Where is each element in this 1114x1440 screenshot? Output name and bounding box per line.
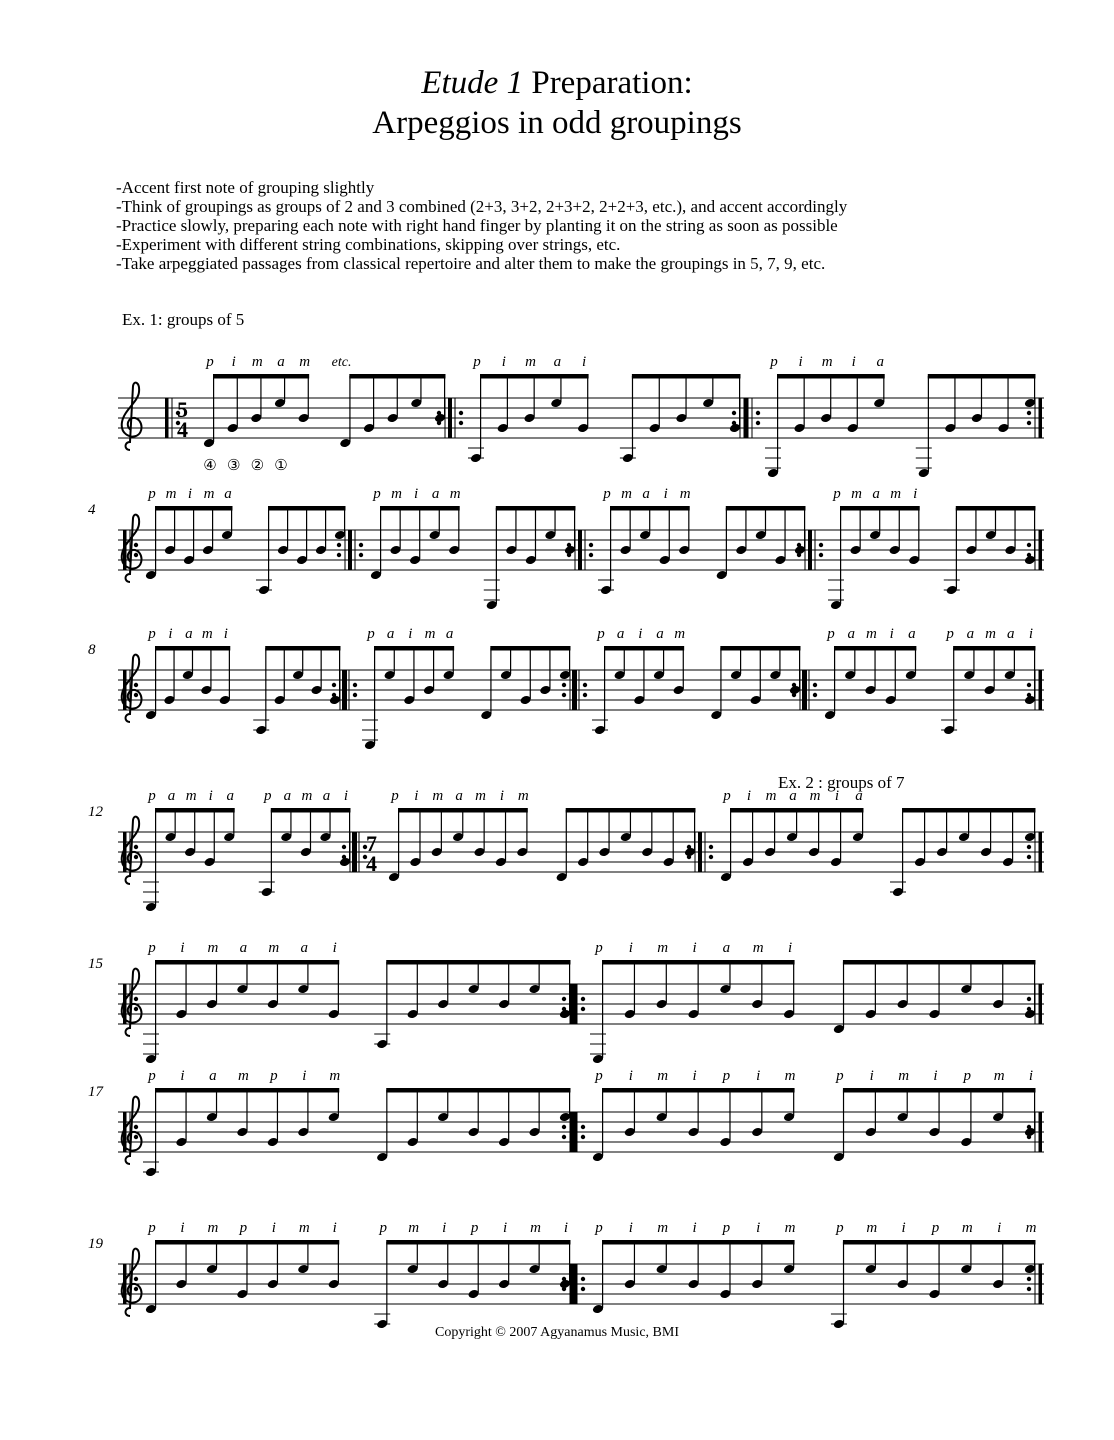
fingering-label: m bbox=[890, 486, 902, 502]
title-rest: Preparation: bbox=[523, 65, 693, 101]
fingering-label: m bbox=[449, 486, 461, 502]
fingering-label: p bbox=[206, 354, 214, 370]
fingering-label: m bbox=[752, 940, 764, 956]
repeat-dot bbox=[562, 997, 566, 1001]
fingering-label: m bbox=[299, 354, 311, 370]
time-signature-den: 4 bbox=[366, 851, 377, 876]
fingering-label: i bbox=[692, 1220, 697, 1236]
string-number: ② bbox=[250, 456, 265, 474]
beam bbox=[602, 1088, 795, 1093]
fingering-label: m bbox=[765, 788, 777, 804]
fingering-label: a bbox=[167, 788, 176, 804]
fingering-label: p bbox=[148, 626, 156, 642]
thick-barline bbox=[448, 398, 452, 438]
repeat-dot bbox=[732, 411, 736, 415]
repeat-dot bbox=[583, 693, 587, 697]
example-label: Ex. 2 : groups of 7 bbox=[778, 773, 905, 792]
thick-barline bbox=[123, 670, 127, 710]
fingering-label: p bbox=[595, 1220, 603, 1236]
fingering-label: p bbox=[963, 1068, 972, 1084]
fingering-label: p bbox=[148, 1068, 156, 1084]
repeat-dot bbox=[1027, 855, 1031, 859]
beam bbox=[386, 960, 570, 965]
beam bbox=[956, 506, 1036, 511]
repeat-dot bbox=[562, 1135, 566, 1139]
fingering-label: i bbox=[231, 354, 236, 370]
fingering-label: p bbox=[603, 486, 611, 502]
thick-barline bbox=[352, 832, 356, 872]
fingering-label: i bbox=[343, 788, 349, 804]
example-label: Ex. 1: groups of 5 bbox=[122, 310, 245, 329]
repeat-dot bbox=[562, 1125, 566, 1129]
thick-barline bbox=[698, 832, 702, 872]
fingering-label: i bbox=[408, 626, 413, 642]
repeat-dot bbox=[562, 683, 566, 687]
measure-number: 15 bbox=[88, 956, 103, 972]
fingering-label: p bbox=[470, 1220, 479, 1236]
repeat-dot bbox=[1027, 1287, 1031, 1291]
string-number: ④ bbox=[203, 456, 217, 474]
beam bbox=[374, 646, 454, 651]
fingering-etc: etc. bbox=[331, 355, 352, 370]
fingering-label: m bbox=[207, 1220, 219, 1236]
fingering-label: m bbox=[207, 940, 219, 956]
fingering-label: i bbox=[332, 1220, 337, 1236]
fingering-label: i bbox=[180, 1220, 185, 1236]
repeat-dot bbox=[337, 543, 341, 547]
fingering-label: p bbox=[239, 1220, 248, 1236]
beam bbox=[730, 808, 864, 813]
fingering-label: a bbox=[876, 354, 884, 370]
fingering-label: m bbox=[391, 486, 402, 502]
fingering-label: m bbox=[517, 788, 529, 804]
repeat-dot bbox=[1027, 411, 1031, 415]
fingering-label: p bbox=[597, 626, 605, 642]
measure-number: 8 bbox=[88, 642, 96, 658]
repeat-dot bbox=[819, 553, 823, 557]
beam bbox=[480, 374, 589, 379]
repeat-dot bbox=[342, 845, 346, 849]
fingering-label: i bbox=[628, 940, 633, 956]
fingering-label: a bbox=[226, 788, 234, 804]
repeat-dot bbox=[581, 1277, 585, 1281]
treble-clef-icon bbox=[122, 383, 142, 450]
repeat-dot bbox=[709, 855, 713, 859]
repeat-dot bbox=[1027, 845, 1031, 849]
fingering-label: m bbox=[679, 486, 691, 502]
fingering-label: i bbox=[1028, 626, 1034, 642]
repeat-dot bbox=[756, 411, 760, 415]
fingering-label: a bbox=[656, 626, 664, 642]
fingering-label: m bbox=[165, 486, 177, 502]
instruction-item: -Accent first note of grouping slightly bbox=[116, 178, 375, 197]
thick-barline bbox=[572, 670, 576, 710]
beam bbox=[566, 808, 696, 813]
fingering-label: m bbox=[784, 1220, 796, 1236]
thick-barline bbox=[570, 984, 574, 1024]
fingering-label: m bbox=[525, 354, 536, 370]
thick-barline bbox=[123, 832, 127, 872]
beam bbox=[265, 646, 340, 651]
fingering-label: i bbox=[271, 1220, 276, 1236]
beam bbox=[953, 646, 1035, 651]
beam bbox=[928, 374, 1036, 379]
fingering-label: p bbox=[270, 1068, 278, 1084]
fingering-label: m bbox=[201, 626, 213, 642]
measure-number: 19 bbox=[88, 1236, 103, 1252]
fingering-label: m bbox=[898, 1068, 910, 1084]
repeat-dot bbox=[134, 1135, 138, 1139]
repeat-dot bbox=[583, 683, 587, 687]
fingering-label: i bbox=[208, 788, 213, 804]
thick-barline bbox=[808, 530, 812, 570]
instruction-item: -Experiment with different string combinations, skipping over strings, etc. bbox=[116, 235, 621, 254]
repeat-dot bbox=[813, 693, 817, 697]
measure-number: 4 bbox=[88, 502, 96, 518]
fingering-label: i bbox=[901, 1220, 906, 1236]
fingering-label: i bbox=[442, 1220, 447, 1236]
fingering-label: a bbox=[966, 626, 975, 642]
fingering-label: i bbox=[869, 1068, 874, 1084]
fingering-label: m bbox=[475, 788, 486, 804]
fingering-label: m bbox=[424, 626, 436, 642]
beam bbox=[155, 646, 230, 651]
fingering-label: p bbox=[722, 1220, 731, 1236]
beam bbox=[834, 646, 916, 651]
beam bbox=[610, 506, 690, 511]
fingering-label: i bbox=[756, 1068, 761, 1084]
repeat-dot bbox=[1027, 421, 1031, 425]
repeat-dot bbox=[459, 421, 463, 425]
fingering-label: a bbox=[789, 788, 797, 804]
fingering-label: p bbox=[827, 626, 835, 642]
thick-barline bbox=[570, 1264, 574, 1304]
fingering-label: a bbox=[616, 626, 625, 642]
repeat-dot bbox=[709, 845, 713, 849]
beam bbox=[902, 808, 1036, 813]
instruction-item: -Practice slowly, preparing each note with right hand finger by planting it on the string as soon as possible bbox=[116, 216, 838, 235]
fingering-label: a bbox=[445, 626, 454, 642]
beam bbox=[843, 1088, 1036, 1093]
beam bbox=[268, 506, 346, 511]
thick-barline bbox=[578, 530, 582, 570]
page-subtitle: Arpeggios in odd groupings bbox=[372, 105, 742, 141]
beam bbox=[840, 506, 920, 511]
repeat-dot bbox=[589, 553, 593, 557]
beam bbox=[380, 506, 460, 511]
fingering-label: p bbox=[836, 1068, 844, 1084]
repeat-dot bbox=[459, 411, 463, 415]
beam bbox=[398, 808, 528, 813]
beam bbox=[726, 506, 806, 511]
fingering-label: a bbox=[386, 626, 395, 642]
beam bbox=[496, 506, 576, 511]
fingering-label: i bbox=[1028, 1068, 1034, 1084]
fingering-label: m bbox=[657, 940, 669, 956]
fingering-label: m bbox=[674, 626, 686, 642]
thick-barline bbox=[1039, 832, 1043, 872]
fingering-label: i bbox=[692, 940, 697, 956]
thick-barline bbox=[1039, 530, 1043, 570]
fingering-label: i bbox=[499, 788, 505, 804]
fingering-label: m bbox=[530, 1220, 541, 1236]
thick-barline bbox=[570, 1112, 574, 1152]
fingering-label: a bbox=[322, 788, 331, 804]
fingering-label: p bbox=[722, 1068, 731, 1084]
thick-barline bbox=[574, 1112, 578, 1152]
fingering-label: p bbox=[379, 1220, 387, 1236]
fingering-label: p bbox=[770, 354, 778, 370]
fingering-label: i bbox=[302, 1068, 307, 1084]
fingering-label: m bbox=[298, 1220, 310, 1236]
fingering-label: a bbox=[224, 486, 232, 502]
repeat-dot bbox=[359, 553, 363, 557]
title-italic: Etude 1 bbox=[421, 65, 524, 101]
repeat-dot bbox=[1027, 543, 1031, 547]
fingering-label: p bbox=[595, 1068, 603, 1084]
fingering-label: m bbox=[821, 354, 833, 370]
fingering-label: m bbox=[866, 1220, 878, 1236]
repeat-dot bbox=[581, 1135, 585, 1139]
measure-number: 12 bbox=[88, 804, 103, 820]
repeat-dot bbox=[353, 693, 357, 697]
instruction-item: -Take arpeggiated passages from classical repertoire and alter them to make the groupings in 5, 7, 9, etc. bbox=[116, 254, 826, 273]
fingering-label: m bbox=[866, 626, 877, 642]
fingering-label: i bbox=[933, 1068, 938, 1084]
fingering-label: i bbox=[663, 486, 668, 502]
repeat-dot bbox=[589, 543, 593, 547]
fingering-label: m bbox=[408, 1220, 420, 1236]
repeat-dot bbox=[134, 553, 138, 557]
fingering-label: m bbox=[657, 1068, 669, 1084]
beam bbox=[155, 808, 235, 813]
fingering-label: a bbox=[431, 486, 440, 502]
fingering-label: a bbox=[455, 788, 463, 804]
fingering-label: a bbox=[847, 626, 855, 642]
fingering-label: m bbox=[985, 626, 996, 642]
thick-barline bbox=[1039, 984, 1043, 1024]
fingering-label: p bbox=[595, 940, 603, 956]
repeat-dot bbox=[581, 1007, 585, 1011]
repeat-dot bbox=[337, 553, 341, 557]
fingering-label: i bbox=[414, 788, 419, 804]
thick-barline bbox=[574, 1264, 578, 1304]
thick-barline bbox=[1039, 1112, 1043, 1152]
fingering-label: m bbox=[203, 486, 215, 502]
repeat-dot bbox=[1027, 1277, 1031, 1281]
beam bbox=[386, 1240, 570, 1245]
fingering-label: i bbox=[168, 626, 173, 642]
thick-barline bbox=[1039, 1264, 1043, 1304]
beam bbox=[720, 646, 800, 651]
repeat-dot bbox=[134, 845, 138, 849]
beam bbox=[602, 960, 795, 965]
fingering-label: i bbox=[628, 1220, 633, 1236]
beam bbox=[490, 646, 570, 651]
fingering-label: a bbox=[553, 354, 562, 370]
repeat-dot bbox=[1027, 997, 1031, 1001]
repeat-dot bbox=[134, 997, 138, 1001]
time-signature-num: 5 bbox=[177, 397, 188, 422]
thick-barline bbox=[123, 984, 127, 1024]
fingering-label: i bbox=[692, 1068, 697, 1084]
fingering-label: i bbox=[501, 354, 506, 370]
thick-barline bbox=[123, 1264, 127, 1304]
string-number: ③ bbox=[226, 456, 241, 474]
beam bbox=[349, 374, 445, 379]
fingering-label: a bbox=[239, 940, 248, 956]
time-signature-den: 4 bbox=[177, 417, 188, 442]
thick-barline bbox=[574, 984, 578, 1024]
fingering-label: i bbox=[638, 626, 643, 642]
fingering-label: i bbox=[563, 1220, 569, 1236]
fingering-label: m bbox=[961, 1220, 973, 1236]
beam bbox=[604, 646, 684, 651]
beam bbox=[155, 1088, 339, 1093]
repeat-dot bbox=[819, 543, 823, 547]
fingering-label: p bbox=[833, 486, 841, 502]
repeat-dot bbox=[134, 543, 138, 547]
repeat-dot bbox=[332, 683, 336, 687]
repeat-dot bbox=[581, 997, 585, 1001]
fingering-label: p bbox=[836, 1220, 844, 1236]
fingering-label: m bbox=[185, 788, 197, 804]
fingering-label: p bbox=[264, 788, 272, 804]
string-number: ① bbox=[274, 456, 288, 474]
fingering-label: p bbox=[148, 940, 156, 956]
thick-barline bbox=[123, 530, 127, 570]
fingering-label: m bbox=[329, 1068, 341, 1084]
fingering-label: p bbox=[148, 1220, 156, 1236]
instruction-item: -Think of groupings as groups of 2 and 3 combined (2+3, 3+2, 2+3+2, 2+2+3, etc.), and accent accordingly bbox=[116, 197, 848, 216]
beam bbox=[843, 960, 1036, 965]
thick-barline bbox=[348, 530, 352, 570]
thick-barline bbox=[745, 398, 749, 438]
fingering-label: a bbox=[908, 626, 916, 642]
time-signature-num: 7 bbox=[366, 831, 377, 856]
repeat-dot bbox=[562, 693, 566, 697]
fingering-label: a bbox=[209, 1068, 217, 1084]
fingering-label: a bbox=[283, 788, 292, 804]
fingering-label: m bbox=[657, 1220, 669, 1236]
fingering-label: p bbox=[373, 486, 381, 502]
fingering-label: a bbox=[300, 940, 309, 956]
fingering-label: m bbox=[993, 1068, 1005, 1084]
repeat-dot bbox=[134, 683, 138, 687]
thick-barline bbox=[165, 398, 169, 438]
repeat-dot bbox=[353, 683, 357, 687]
thick-barline bbox=[123, 1112, 127, 1152]
fingering-label: m bbox=[809, 788, 821, 804]
fingering-label: i bbox=[889, 626, 894, 642]
repeat-dot bbox=[581, 1287, 585, 1291]
thick-barline bbox=[342, 670, 346, 710]
fingering-label: i bbox=[180, 940, 185, 956]
repeat-dot bbox=[134, 1125, 138, 1129]
fingering-label: i bbox=[582, 354, 587, 370]
fingering-label: a bbox=[642, 486, 650, 502]
fingering-label: a bbox=[1007, 626, 1015, 642]
thick-barline bbox=[1039, 398, 1043, 438]
fingering-label: p bbox=[367, 626, 375, 642]
fingering-label: m bbox=[237, 1068, 249, 1084]
beam bbox=[213, 374, 309, 379]
fingering-label: i bbox=[746, 788, 752, 804]
fingering-label: p bbox=[946, 626, 954, 642]
fingering-label: i bbox=[834, 788, 840, 804]
beam bbox=[777, 374, 885, 379]
thick-barline bbox=[802, 670, 806, 710]
beam bbox=[155, 960, 339, 965]
measure-number: 17 bbox=[88, 1084, 103, 1100]
fingering-label: m bbox=[268, 940, 280, 956]
fingering-label: i bbox=[223, 626, 228, 642]
beam bbox=[843, 1240, 1036, 1245]
fingering-label: p bbox=[473, 354, 481, 370]
repeat-dot bbox=[134, 1287, 138, 1291]
fingering-label: a bbox=[722, 940, 731, 956]
beam bbox=[602, 1240, 795, 1245]
beam bbox=[386, 1088, 570, 1093]
fingering-label: i bbox=[332, 940, 337, 956]
repeat-dot bbox=[134, 1277, 138, 1281]
fingering-label: i bbox=[628, 1068, 633, 1084]
fingering-label: i bbox=[502, 1220, 508, 1236]
repeat-dot bbox=[813, 683, 817, 687]
fingering-label: p bbox=[148, 486, 156, 502]
fingering-label: i bbox=[787, 940, 793, 956]
repeat-dot bbox=[134, 1007, 138, 1011]
fingering-label: a bbox=[277, 354, 285, 370]
fingering-label: m bbox=[301, 788, 313, 804]
repeat-dot bbox=[359, 543, 363, 547]
fingering-label: m bbox=[1025, 1220, 1037, 1236]
copyright-notice: Copyright © 2007 Agyanamus Music, BMI bbox=[435, 1325, 679, 1340]
repeat-dot bbox=[756, 421, 760, 425]
fingering-label: p bbox=[931, 1220, 940, 1236]
fingering-label: a bbox=[855, 788, 863, 804]
fingering-label: i bbox=[851, 354, 856, 370]
beam bbox=[155, 1240, 339, 1245]
fingering-label: m bbox=[621, 486, 632, 502]
repeat-dot bbox=[581, 1125, 585, 1129]
fingering-label: i bbox=[180, 1068, 185, 1084]
repeat-dot bbox=[134, 693, 138, 697]
fingering-label: i bbox=[798, 354, 803, 370]
repeat-dot bbox=[1027, 683, 1031, 687]
thick-barline bbox=[1039, 670, 1043, 710]
repeat-dot bbox=[134, 855, 138, 859]
beam bbox=[271, 808, 351, 813]
fingering-label: i bbox=[414, 486, 419, 502]
fingering-label: a bbox=[872, 486, 880, 502]
fingering-label: p bbox=[391, 788, 399, 804]
fingering-label: m bbox=[784, 1068, 796, 1084]
fingering-label: i bbox=[997, 1220, 1002, 1236]
beam bbox=[155, 506, 233, 511]
fingering-label: m bbox=[432, 788, 444, 804]
fingering-label: m bbox=[851, 486, 862, 502]
fingering-label: i bbox=[187, 486, 193, 502]
fingering-label: i bbox=[756, 1220, 761, 1236]
beam bbox=[632, 374, 741, 379]
fingering-label: a bbox=[185, 626, 193, 642]
fingering-label: m bbox=[251, 354, 263, 370]
fingering-label: p bbox=[148, 788, 156, 804]
fingering-label: i bbox=[913, 486, 918, 502]
fingering-label: p bbox=[723, 788, 731, 804]
